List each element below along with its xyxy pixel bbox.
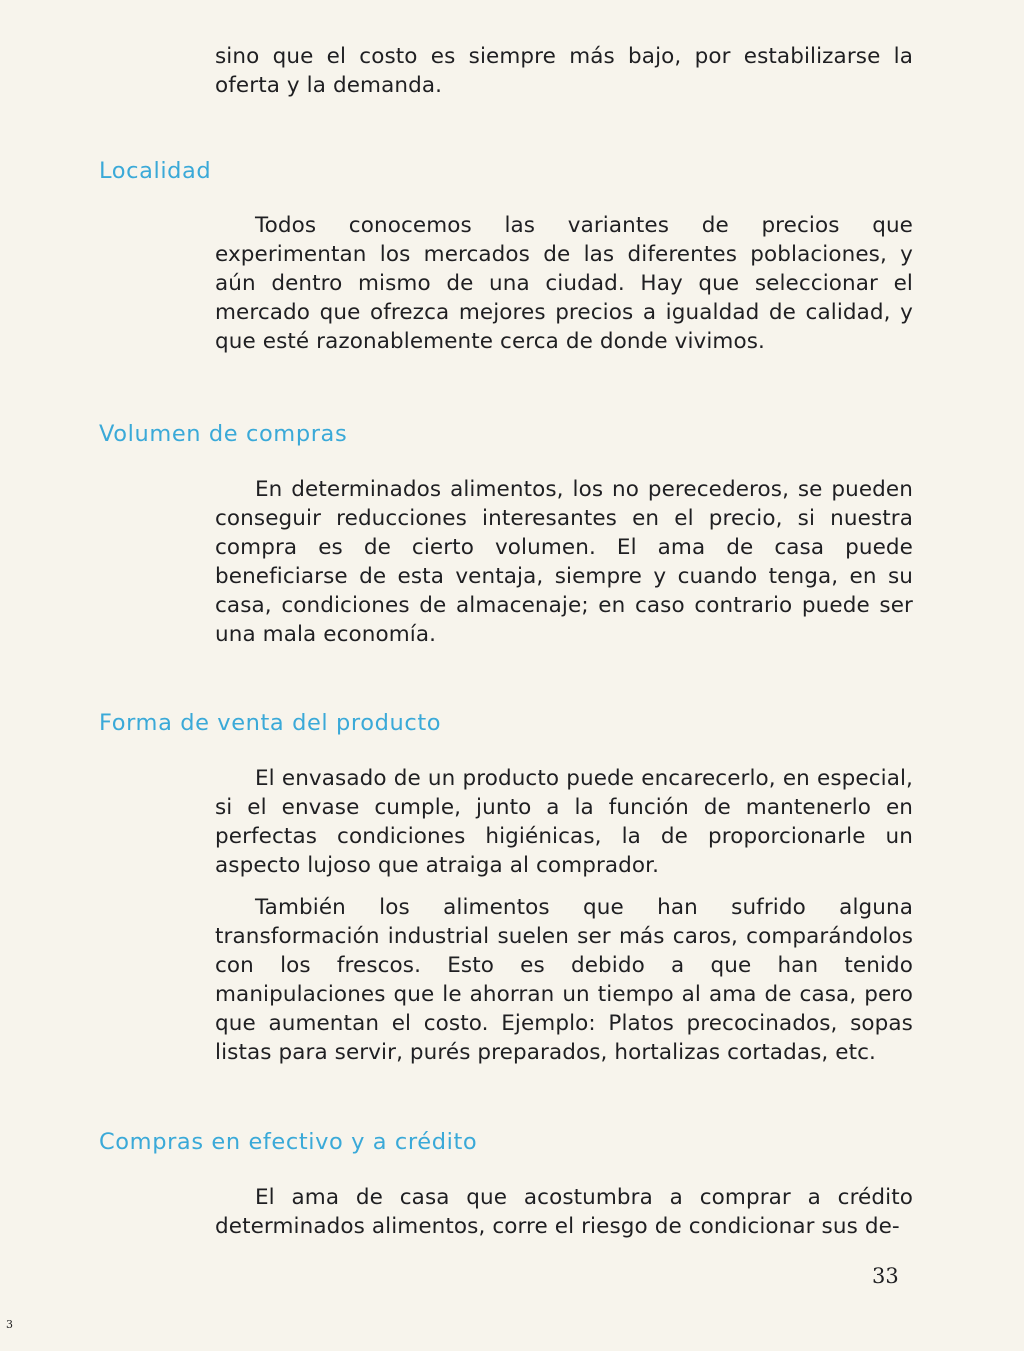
intro-paragraph: sino que el costo es siempre más bajo, por estabilizarse la oferta y la demanda. <box>215 44 913 98</box>
paragraph-localidad: Todos conocemos las variantes de precios que experimentan los mercados de las diferentes poblaciones, y aún dentro mismo de una ciudad. Hay que seleccionar el mercado que ofrezca mejores precios a igualdad de calidad, y que esté razonablemente cerca de donde vivimos. <box>215 213 913 354</box>
heading-compras-efectivo-credito: Compras en efectivo y a crédito <box>99 1129 478 1155</box>
heading-forma-de-venta: Forma de venta del producto <box>99 710 442 736</box>
corner-mark: 3 <box>6 1318 13 1331</box>
paragraph-volumen-de-compras: En determinados alimentos, los no perecederos, se pueden conseguir reducciones interesantes en el precio, si nuestra compra es de cierto volumen. El ama de casa puede beneficiarse de esta ventaja, siempre y cuando tenga, en su casa, condiciones de almacenaje; en caso contrario puede ser una mala economía. <box>215 477 913 647</box>
paragraph-forma-de-venta-1: El envasado de un producto puede encarecerlo, en especial, si el envase cumple, junto a la función de mantenerlo en perfectas condiciones higiénicas, la de proporcionarle un aspecto lujoso que atraiga al comprador. <box>215 766 913 878</box>
heading-volumen-de-compras: Volumen de compras <box>99 421 348 447</box>
heading-localidad: Localidad <box>99 158 212 184</box>
page-number: 33 <box>872 1264 899 1288</box>
paragraph-forma-de-venta-2: También los alimentos que han sufrido alguna transformación industrial suelen ser más caros, comparándolos con los frescos. Esto es debido a que han tenido manipulaciones que le ahorran un tiempo al ama de casa, pero que aumentan el costo. Ejemplo: Platos precocinados, sopas listas para servir, purés preparados, hortalizas cortadas, etc. <box>215 895 913 1065</box>
paragraph-compras-efectivo-credito: El ama de casa que acostumbra a comprar a crédito determinados alimentos, corre el riesgo de condicionar sus de- <box>215 1185 913 1239</box>
